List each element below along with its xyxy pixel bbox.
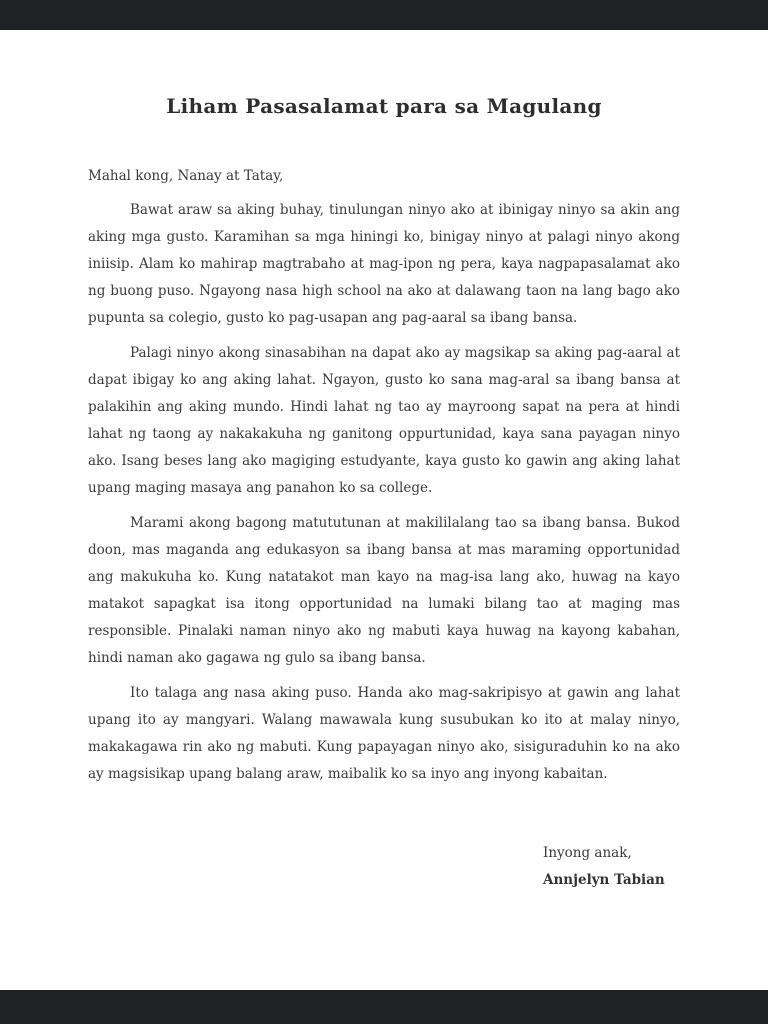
letterbox-top	[0, 0, 768, 30]
paragraph-3: Marami akong bagong matututunan at makililalang tao sa ibang bansa. Bukod doon, mas maganda ang edukasyon sa ibang bansa at mas maraming opportunidad ang makukuha ko. Kung natatakot man kayo na mag-isa lang ako, huwag na kayo matakot sapagkat isa itong opportunidad na lumaki bilang tao at maging mas responsible. Pinalaki naman ninyo ako ng mabuti kaya huwag na kayong kabahan, hindi naman ako gagawa ng gulo sa ibang bansa.	[88, 515, 680, 666]
signature-name: Annjelyn Tabian	[543, 872, 665, 888]
salutation: Mahal kong, Nanay at Tatay,	[88, 168, 284, 184]
document-title: Liham Pasasalamat para sa Magulang	[166, 94, 602, 118]
paragraph-2: Palagi ninyo akong sinasabihan na dapat ako ay magsikap sa aking pag-aaral at dapat ibigay ko ang aking lahat. Ngayon, gusto ko sana mag-aral sa ibang bansa at palakihin ang aking mundo. Hindi lahat ng tao ay mayroong sapat na pera at hindi lahat ng taong ay nakakakuha ng ganitong oppurtunidad, kaya sana payagan ninyo ako. Isang beses lang ako magiging estudyante, kaya gusto ko gawin ang aking lahat upang maging masaya ang panahon ko sa college.	[88, 345, 680, 496]
letterbox-bottom	[0, 990, 768, 1024]
paragraph-4: Ito talaga ang nasa aking puso. Handa ako mag-sakripisyo at gawin ang lahat upang ito ay mangyari. Walang mawawala kung susubukan ko ito at malay ninyo, makakagawa rin ako ng mabuti. Kung papayagan ninyo ako, sisiguraduhin ko na ako ay magsisikap upang balang araw, maibalik ko sa inyo ang inyong kabaitan.	[88, 685, 680, 782]
closing-block	[543, 840, 680, 894]
valediction: Inyong anak,	[543, 845, 632, 861]
paragraph-1: Bawat araw sa aking buhay, tinulungan ninyo ako at ibinigay ninyo sa akin ang aking mga gusto. Karamihan sa mga hiningi ko, binigay ninyo at palagi ninyo akong iniisip. Alam ko mahirap magtrabaho at mag-ipon ng pera, kaya nagpapasalamat ako ng buong puso. Ngayong nasa high school na ako at dalawang taon na lang bago ako pupunta sa colegio, gusto ko pag-usapan ang pag-aaral sa ibang bansa.	[88, 202, 680, 326]
document-page	[0, 30, 768, 990]
